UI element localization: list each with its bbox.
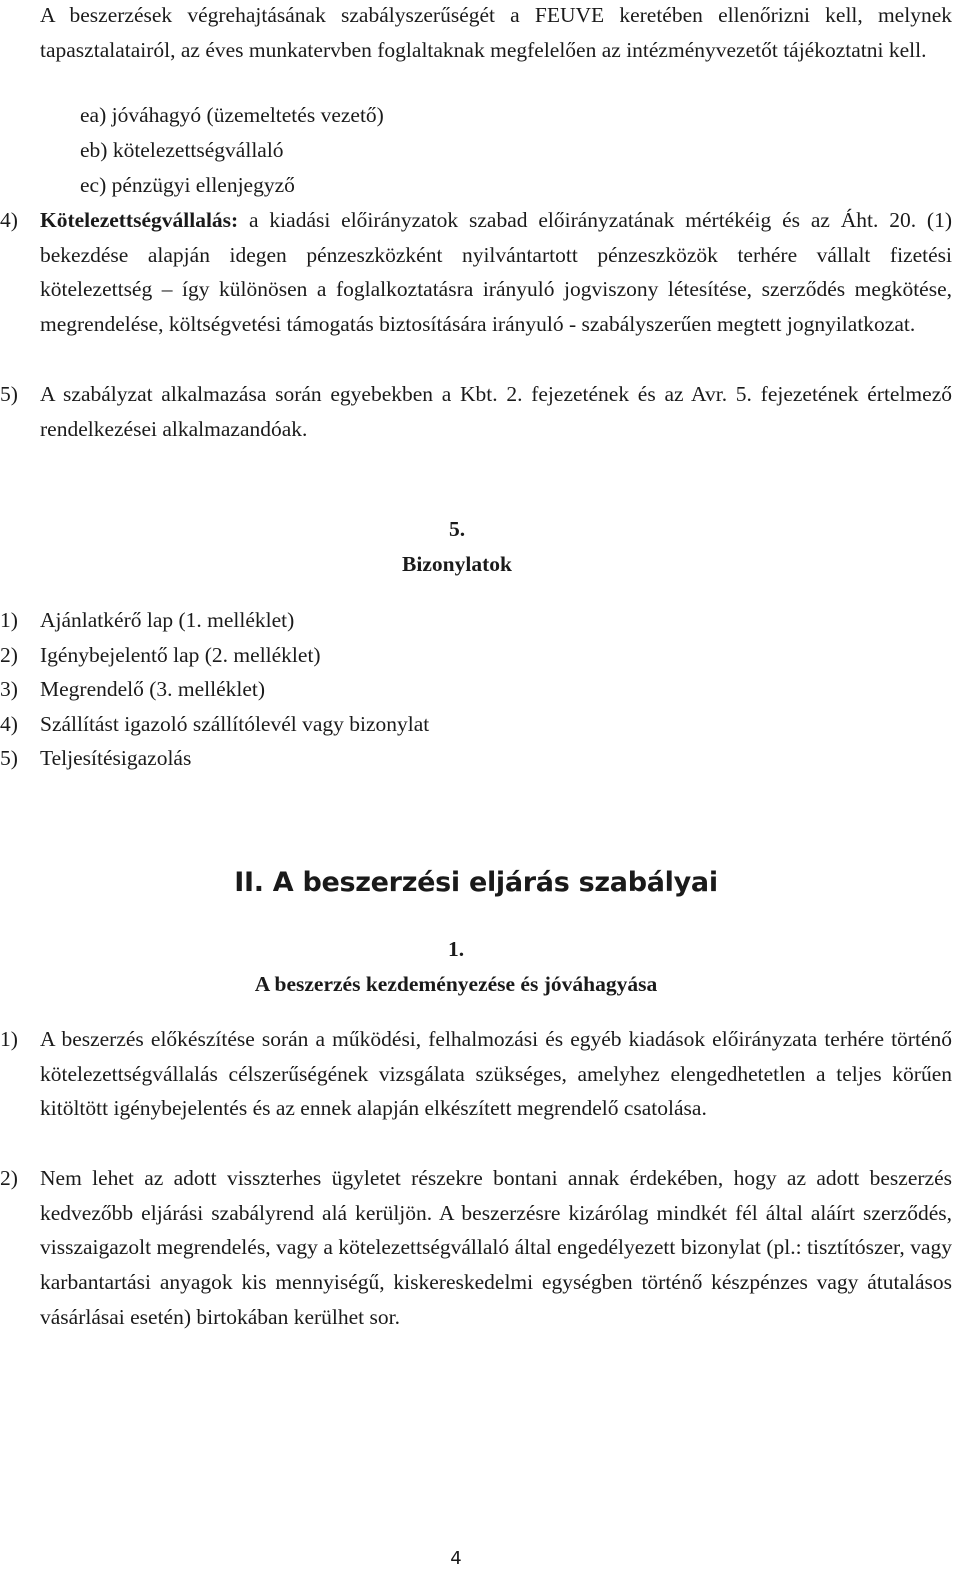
list-item-number: 2)	[0, 642, 18, 667]
section-title: A beszerzés kezdeményezése és jóváhagyása	[254, 972, 658, 996]
list-item	[0, 741, 429, 776]
list-item	[0, 672, 429, 707]
item-text: Nem lehet az adott visszterhes ügyletet részekre bontani annak érdekében, hogy az adott beszerzés kedvezőbb eljárási szabályrend alá kerüljön. A beszerzésre kizárólag mindkét fél által aláírt szerződés, visszaigazolt megrendelés, vagy a kötelezettségvállaló által engedélyezett bizonylat (pl.: tisztítószer, vagy karbantartási anyagok kis mennyiségű, kiskereskedelmi egységben történő készpénzes vagy átutalásos vásárlásai esetén) birtokában kerülhet sor.	[40, 1166, 952, 1329]
list-item-number: 3)	[0, 677, 18, 701]
sub-item-eb: eb) kötelezettségvállaló	[80, 138, 284, 162]
list-item-number: 4)	[0, 711, 18, 736]
intro-paragraph: A beszerzések végrehajtásának szabályszerűségét a FEUVE keretében ellenőrizni kell, melynek tapasztalatairól, az éves munkatervben foglaltaknak megfelelően az intézményvezetőt tájékoztatni kell.	[40, 3, 952, 62]
item-number: 2)	[0, 1166, 18, 1190]
list-item-number: 5)	[0, 746, 18, 770]
item-term: Kötelezettségvállalás:	[40, 208, 239, 232]
item-text: A beszerzés előkészítése során a működési, felhalmozási és egyéb kiadások előirányzata terhére történő kötelezettségvállalás célszerűségének vizsgálata szükséges, amelyhez elengedhetetlen a teljes körűen kitöltött igénybejelentés és az ennek alapján elkészített megrendelő csatolása.	[40, 1027, 952, 1121]
item-kotelezettsegvallalas	[0, 203, 952, 342]
section-number: 1.	[447, 937, 465, 961]
list-item-text: Szállítást igazoló szállítólevél vagy bizonylat	[40, 711, 430, 736]
bizonylatok-list	[0, 603, 429, 776]
item-number: 4)	[0, 208, 18, 232]
chapter-title: II. A beszerzési eljárás szabályai	[234, 867, 718, 898]
list-item-text: Megrendelő (3. melléklet)	[40, 677, 266, 701]
list-item-text: Teljesítésigazolás	[40, 746, 192, 770]
list-item	[0, 638, 429, 673]
section-title: Bizonylatok	[402, 552, 512, 576]
item-number: 5)	[0, 382, 18, 406]
list-item	[0, 603, 429, 638]
item-reszekre-bontas	[0, 1161, 952, 1335]
list-item-text: Igénybejelentő lap (2. melléklet)	[40, 642, 321, 667]
item-definition: a kiadási előirányzatok szabad előirányzatának mértékéig és az Áht. 20. (1) bekezdése alapján idegen pénzeszközként nyilvántartott pénzeszközök terhére vállalt fizetési kötelezettség – így különösen a foglalkoztatásra irányuló jogviszony létesítése, szerződés megkötése, megrendelése, költségvetési támogatás biztosítására irányuló - szabályszerűen megtett jognyilatkozat.	[40, 208, 953, 337]
sub-item-ea: ea) jóváhagyó (üzemeltetés vezető)	[80, 103, 384, 127]
item-number: 1)	[0, 1027, 18, 1051]
page-number: 4	[450, 1548, 462, 1569]
list-item-number: 1)	[0, 608, 18, 632]
sub-item-ec: ec) pénzügyi ellenjegyző	[80, 173, 295, 197]
section-number: 5.	[448, 517, 466, 541]
item-szabalyzat-alkalmazasa	[0, 377, 952, 446]
list-item	[0, 707, 429, 742]
list-item-text: Ajánlatkérő lap (1. melléklet)	[40, 608, 295, 632]
item-text	[40, 203, 952, 342]
item-beszerzes-elokeszitese	[0, 1022, 952, 1126]
item-text: A szabályzat alkalmazása során egyebekben a Kbt. 2. fejezetének és az Avr. 5. fejezetének értelmező rendelkezései alkalmazandóak.	[40, 382, 952, 441]
